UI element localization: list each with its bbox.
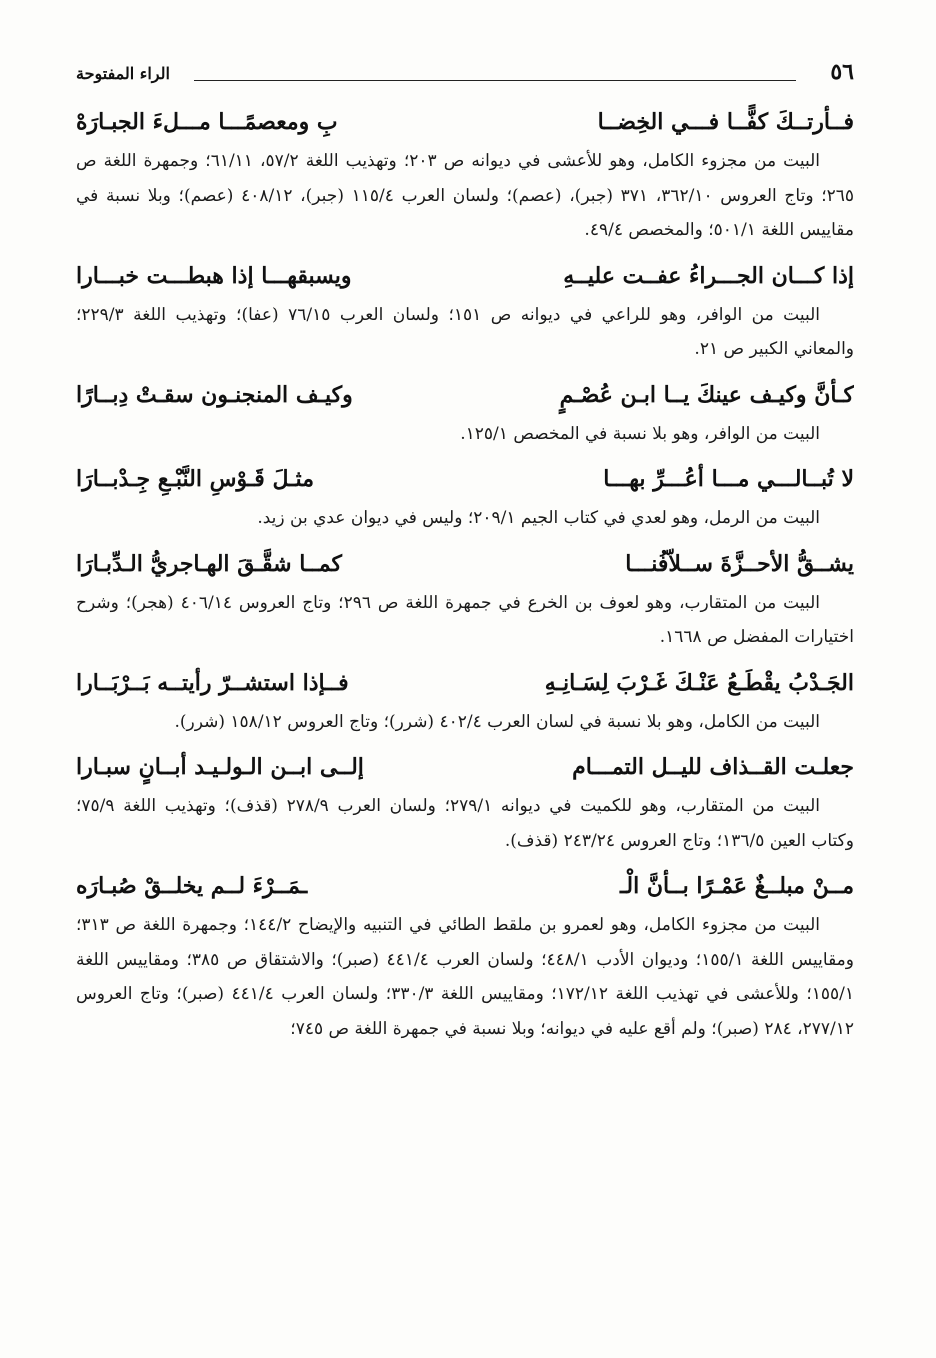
second-hemistich: كمــا شقَّـقَ الهـاجريُّ الـدِّبـارَا — [76, 550, 342, 577]
second-hemistich: ـمَــرْءَ لــم يخلــقْ صُبـارَه — [76, 873, 308, 899]
verse-line — [76, 542, 854, 586]
first-hemistich: مــنْ مبلــغٌ عَمْـرًا بــأنَّ الْـ — [619, 873, 854, 899]
running-head: الراء المفتوحة — [76, 64, 170, 83]
verse-line — [76, 254, 854, 298]
page-number: ٥٦ — [830, 59, 854, 85]
verse-line — [76, 100, 854, 144]
first-hemistich: الجَـدْبُ يقْطَـعُ عَنْـكَ غَـرْبَ لِسَـانِـهِ — [544, 669, 854, 696]
verse-entry — [76, 457, 854, 536]
verse-entry — [76, 373, 854, 452]
verse-note: البيت من الوافر، وهو للراعي في ديوانه ص ١٥١؛ ولسان العرب ٧٦/١٥ (عفا)؛ وتهذيب اللغة ٢٢٩/٣؛ والمعاني الكبير ص ٢١. — [76, 304, 854, 359]
page-header — [76, 58, 854, 88]
second-hemistich: بِ ومعصمًـــا مـــلءَ الجبـارَهْ — [76, 109, 338, 135]
verse-line — [76, 745, 854, 789]
second-hemistich: وكيـف المنجنـون سقـتْ دِبــارًا — [76, 381, 353, 408]
verse-note: البيت من المتقارب، وهو للكميت في ديوانه ٢٧٩/١؛ ولسان العرب ٢٧٨/٩ (قذف)؛ وتهذيب اللغة ٧٥/٩؛ وكتاب العين ١٣٦/٥؛ وتاج العروس ٢٤٣/٢٤ (قذف). — [76, 796, 854, 851]
first-hemistich: جعلـت القــذاف لليــل التمـــام — [572, 754, 854, 780]
verse-note: البيت من الكامل، وهو بلا نسبة في لسان العرب ٤٠٢/٤ (شرر)؛ وتاج العروس ١٥٨/١٢ (شرر). — [174, 711, 820, 732]
verse-note: البيت من الرمل، وهو لعدي في كتاب الجيم ٢٠٩/١؛ وليس في ديوان عدي بن زيد. — [257, 508, 820, 528]
verse-entry — [76, 661, 854, 740]
verse-line — [76, 373, 854, 417]
first-hemistich: لا تُبــالـــي مـــا أعُـــرِّ بهـــا — [603, 466, 854, 492]
verse-line — [76, 661, 854, 705]
verse-entry — [76, 254, 854, 367]
verse-entry — [76, 100, 854, 248]
second-hemistich: مثـلَ قَـوْسِ النَّبْـعِ جِـدْبــارَا — [76, 466, 314, 492]
verse-entry — [76, 864, 854, 1046]
verse-note: البيت من مجزوء الكامل، وهو للأعشى في ديوانه ص ٢٠٣؛ وتهذيب اللغة ٥٧/٢، ٦١/١١؛ وجمهرة اللغة ص ٢٦٥؛ وتاج العروس ٣٦٢/١٠، ٣٧١ (جبر)، (عصم)؛ ولسان العرب ١١٥/٤ (جبر)، ٤٠٨/١٢ (عصم)؛ وبلا نسبة في مقاييس اللغة ٥٠١/١؛ والمخصص ٤٩/٤. — [76, 151, 855, 240]
page-body — [76, 100, 854, 1052]
second-hemistich: ويسبقهـــا إذا هبطـــت خبـــارا — [76, 262, 352, 289]
first-hemistich: يشــقُّ الأحــزَّةَ ســلاّفُنـــا — [625, 550, 854, 577]
first-hemistich: إذا كـــان الجـــراءُ عفــت عليــهِ — [563, 262, 854, 289]
first-hemistich: فــأرتــكَ كفًّــا فـــي الخِضــا — [597, 109, 854, 135]
verse-entry — [76, 542, 854, 655]
second-hemistich: إلــى ابــن الـولـيـد أبــانٍ سبـارا — [76, 754, 364, 780]
second-hemistich: فــإذا استشــرّ رأيتــه بَــرْبَــارا — [76, 669, 349, 696]
verse-line — [76, 864, 854, 908]
verse-note: البيت من مجزوء الكامل، وهو لعمرو بن ملقط الطائي في التنبيه والإيضاح ١٤٤/٢؛ وجمهرة اللغة ص ٣١٣؛ ومقاييس اللغة ١٥٥/١؛ وديوان الأدب ٤٤٨/١؛ ولسان العرب ٤٤١/٤ (صبر)؛ والاشتقاق ص ٣٨٥؛ ومقاييس اللغة ١٥٥/١؛ وللأعشى في تهذيب اللغة ١٧٢/١٢؛ ومقاييس اللغة ٣٣٠/٣؛ ولسان العرب ٤٤١/٤ (صبر)؛ وتاج العروس ٢٧٧/١٢، ٢٨٤ (صبر)؛ ولم أقع عليه في ديوانه؛ وبلا نسبة في جمهرة اللغة ص ٧٤٥؛ — [76, 915, 854, 1039]
verse-entry — [76, 745, 854, 858]
verse-note: البيت من الوافر، وهو بلا نسبة في المخصص ١٢٥/١. — [460, 423, 820, 444]
header-rule — [194, 80, 796, 81]
verse-line — [76, 457, 854, 501]
first-hemistich: كـأنَّ وكيـف عينكَ يــا ابـن عُصْـمٍ — [559, 381, 854, 408]
verse-note: البيت من المتقارب، وهو لعوف بن الخرع في جمهرة اللغة ص ٢٩٦؛ وتاج العروس ٤٠٦/١٤ (هجر)؛ وشرح اختيارات المفضل ص ١٦٦٨. — [76, 592, 854, 647]
